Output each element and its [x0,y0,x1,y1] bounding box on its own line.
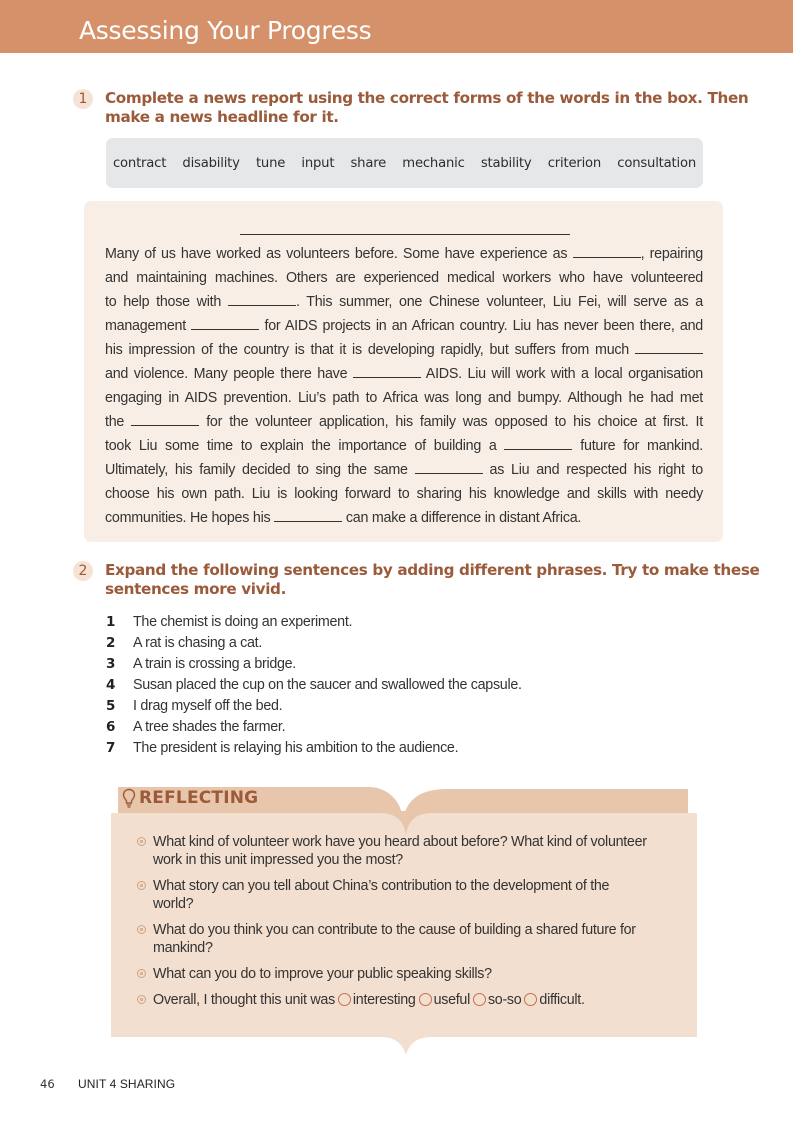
fill-in-blank[interactable] [191,317,259,330]
sentence-text: A train is crossing a bridge. [133,655,296,672]
word-box [106,138,703,188]
fill-in-blank[interactable] [415,461,483,474]
question-line: work in this unit impressed you the most? [153,852,403,868]
book-spine [380,811,432,835]
question-line: What kind of volunteer work have you heard about before? What kind of volunteer [153,834,647,850]
passage-text: future for mankind. [572,438,703,454]
sentence-number: 6 [106,718,116,735]
question-line: world? [153,896,194,912]
fill-in-blank[interactable] [353,365,421,378]
word-item: input [301,155,335,171]
word-item: contract [113,155,167,171]
passage-line [105,482,703,506]
passage-line [105,362,703,386]
unit-label: UNIT 4 SHARING [78,1077,176,1091]
sentence-text: Susan placed the cup on the saucer and swallowed the capsule. [133,676,522,693]
passage-text: Many of us have worked as volunteers before. Some have experience as [105,246,573,262]
word-item: tune [255,155,286,171]
fill-in-blank[interactable] [228,293,296,306]
sentence-text: A rat is chasing a cat. [133,634,262,651]
word-item: criterion [547,155,602,171]
page-title: Assessing Your Progress [79,16,372,45]
passage-line [105,434,703,458]
reflecting-title-text: REFLECTING [139,788,259,808]
sentence-text: The chemist is doing an experiment. [133,613,353,630]
list-item [106,716,522,737]
page-number: 46 [40,1077,55,1091]
sentence-text: I drag myself off the bed. [133,697,283,714]
reflecting-item [137,965,682,983]
target-bullet-icon [137,925,146,934]
question-line: What do you think you can contribute to the cause of building a shared future for [153,922,636,938]
passage-text: took Liu some time to explain the importance of building a [105,438,505,454]
rating-option-label: so-so [487,992,522,1008]
reflecting-item [137,877,682,913]
list-item [106,653,522,674]
sentence-number: 4 [106,676,116,693]
reflecting-item [137,833,682,869]
target-bullet-icon [137,837,146,846]
question-line: What story can you tell about China’s contribution to the development of the [153,878,610,894]
passage-line [105,314,703,338]
target-bullet-icon [137,881,146,890]
news-report-passage [105,242,703,530]
passage-line [105,338,703,362]
passage-text: management [105,318,192,334]
sentence-number: 7 [106,739,116,756]
reflecting-item [137,921,682,957]
rating-option-label: difficult. [539,992,585,1008]
reflecting-rating-item [137,991,682,1009]
reflecting-title [122,788,258,808]
fill-in-blank[interactable] [635,341,703,354]
passage-text: , repairing [640,246,703,262]
word-item: disability [182,155,240,171]
exercise-2-instruction [105,561,759,599]
fill-in-blank[interactable] [573,245,641,258]
word-item: stability [480,155,532,171]
radio-difficult[interactable] [524,993,537,1006]
passage-text: for AIDS projects in an African country. Liu has never been there, and [259,318,704,334]
sentence-number: 2 [106,634,116,651]
passage-line [105,386,703,410]
passage-text: his impression of the country is that it is developing rapidly, but suffers from much [105,342,635,358]
rating-prefix: Overall, I thought this unit was [153,992,335,1008]
passage-line [105,410,703,434]
target-bullet-icon [137,995,146,1004]
reflecting-list [137,833,682,1017]
list-item [106,695,522,716]
radio-so-so[interactable] [473,993,486,1006]
sentence-number: 5 [106,697,116,714]
passage-text: Ultimately, his family decided to sing the same [105,462,415,478]
passage-text: as Liu and respected his right to [482,462,704,478]
lightbulb-icon [122,788,136,808]
instruction-line: Complete a news report using the correct forms of the words in the box. Then [105,89,749,107]
sentence-number: 3 [106,655,116,672]
instruction-line: Expand the following sentences by adding different phrases. Try to make these [105,561,760,579]
passage-text: and maintaining machines. Others are experienced medical workers who have volunteered [105,270,703,286]
radio-useful[interactable] [419,993,432,1006]
exercise-1-instruction [105,89,748,127]
rating-option-label: useful [433,992,470,1008]
headline-blank[interactable] [240,234,570,235]
exercise-number: 2 [73,561,93,581]
list-item [106,737,522,758]
passage-text: AIDS. Liu will work with a local organisation [420,366,703,382]
instruction-line: make a news headline for it. [105,108,339,126]
passage-text: and violence. Many people there have [105,366,353,382]
passage-line [105,506,703,530]
fill-in-blank[interactable] [131,413,199,426]
sentence-text: A tree shades the farmer. [133,718,286,735]
sentence-list [106,611,522,758]
list-item [106,674,522,695]
passage-text: can make a difference in distant Africa. [342,510,582,526]
fill-in-blank[interactable] [504,437,572,450]
passage-line [105,290,703,314]
sentence-number: 1 [106,613,116,630]
target-bullet-icon [137,969,146,978]
sentence-text: The president is relaying his ambition to the audience. [133,739,459,756]
passage-text: communities. He hopes his [105,510,275,526]
passage-line [105,458,703,482]
question-line: mankind? [153,940,213,956]
radio-interesting[interactable] [338,993,351,1006]
passage-text: to help those with [105,294,228,310]
instruction-line: sentences more vivid. [105,580,286,598]
passage-text: the [105,414,132,430]
passage-line [105,266,703,290]
word-item: consultation [617,155,696,171]
passage-line [105,242,703,266]
list-item [106,632,522,653]
rating-option-label: interesting [352,992,416,1008]
question-line: What can you do to improve your public speaking skills? [153,966,492,982]
list-item [106,611,522,632]
exercise-number: 1 [73,89,93,109]
passage-text: . This summer, one Chinese volunteer, Liu Fei, will serve as a [295,294,704,310]
passage-text: for the volunteer application, his family was opposed to his choice at first. It [199,414,703,430]
passage-text: engaging in AIDS prevention. Liu’s path to Africa was long and bumpy. Although he had met [105,390,703,406]
fill-in-blank[interactable] [274,509,342,522]
word-item: share [350,155,387,171]
reflecting-notch [380,1037,432,1055]
word-item: mechanic [402,155,465,171]
passage-text: choose his own path. Liu is looking forward to sharing his knowledge and skills with needy [105,486,703,502]
